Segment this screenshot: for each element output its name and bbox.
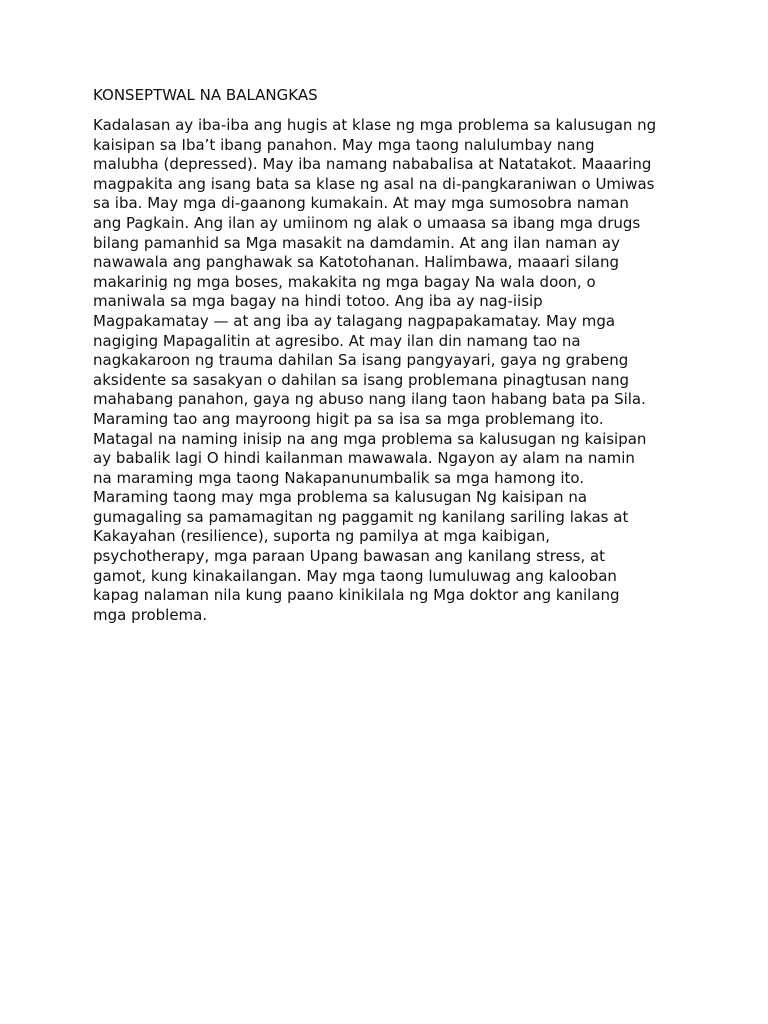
body-line: psychotherapy, mga paraan Upang bawasan ang kanilang stress, at — [93, 547, 606, 566]
body-line: gamot, kung kinakailangan. May mga taong lumuluwag ang kalooban — [93, 566, 617, 585]
body-line: mga problema. — [93, 605, 208, 624]
body-line: makarinig ng mga boses, makakita ng mga bagay Na wala doon, o — [93, 272, 596, 291]
body-line: sa iba. May mga di-gaanong kumakain. At may mga sumosobra naman — [93, 194, 629, 213]
body-line: maniwala sa mga bagay na hindi totoo. Ang iba ay nag-iisip — [93, 292, 543, 311]
body-line: nagiging Mapagalitin at agresibo. At may ilan din namang tao na — [93, 331, 581, 350]
body-line: nawawala ang panghawak sa Katotohanan. Halimbawa, maaari silang — [93, 253, 619, 272]
body-line: aksidente sa sasakyan o dahilan sa isang problemana pinagtusan nang — [93, 370, 630, 389]
body-line: nagkakaroon ng trauma dahilan Sa isang pangyayari, gaya ng grabeng — [93, 351, 629, 370]
body-line: Maraming taong may mga problema sa kalusugan Ng kaisipan na — [93, 488, 588, 507]
body-line: Kakayahan (resilience), suporta ng pamilya at mga kaibigan, — [93, 527, 550, 546]
document-body — [93, 116, 693, 625]
body-line: na maraming mga taong Nakapanunumbalik sa mga hamong ito. — [93, 468, 585, 487]
body-line: kapag nalaman nila kung paano kinikilala ng Mga doktor ang kanilang — [93, 586, 620, 605]
document-title: KONSEPTWAL NA BALANGKAS — [93, 86, 318, 104]
body-line: ang Pagkain. Ang ilan ay umiinom ng alak o umaasa sa ibang mga drugs — [93, 213, 641, 232]
body-line: malubha (depressed). May iba namang nababalisa at Natatakot. Maaaring — [93, 155, 652, 174]
body-line: gumagaling sa pamamagitan ng paggamit ng kanilang sariling lakas at — [93, 507, 629, 526]
body-line: Kadalasan ay iba-iba ang hugis at klase ng mga problema sa kalusugan ng — [93, 116, 657, 134]
body-line: mahabang panahon, gaya ng abuso nang ilang taon habang bata pa Sila. — [93, 390, 646, 409]
body-line: Matagal na naming inisip na ang mga problema sa kalusugan ng kaisipan — [93, 429, 647, 448]
body-line: bilang pamanhid sa Mga masakit na damdamin. At ang ilan naman ay — [93, 233, 620, 252]
body-line: ay babalik lagi O hindi kailanman mawawala. Ngayon ay alam na namin — [93, 449, 635, 468]
body-line: kaisipan sa Iba’t ibang panahon. May mga taong nalulumbay nang — [93, 135, 595, 154]
body-line: Magpakamatay — at ang iba ay talagang nagpapakamatay. May mga — [93, 311, 616, 330]
body-line: Maraming tao ang mayroong higit pa sa isa sa mga problemang ito. — [93, 409, 604, 428]
body-line: magpakita ang isang bata sa klase ng asal na di-pangkaraniwan o Umiwas — [93, 174, 655, 193]
